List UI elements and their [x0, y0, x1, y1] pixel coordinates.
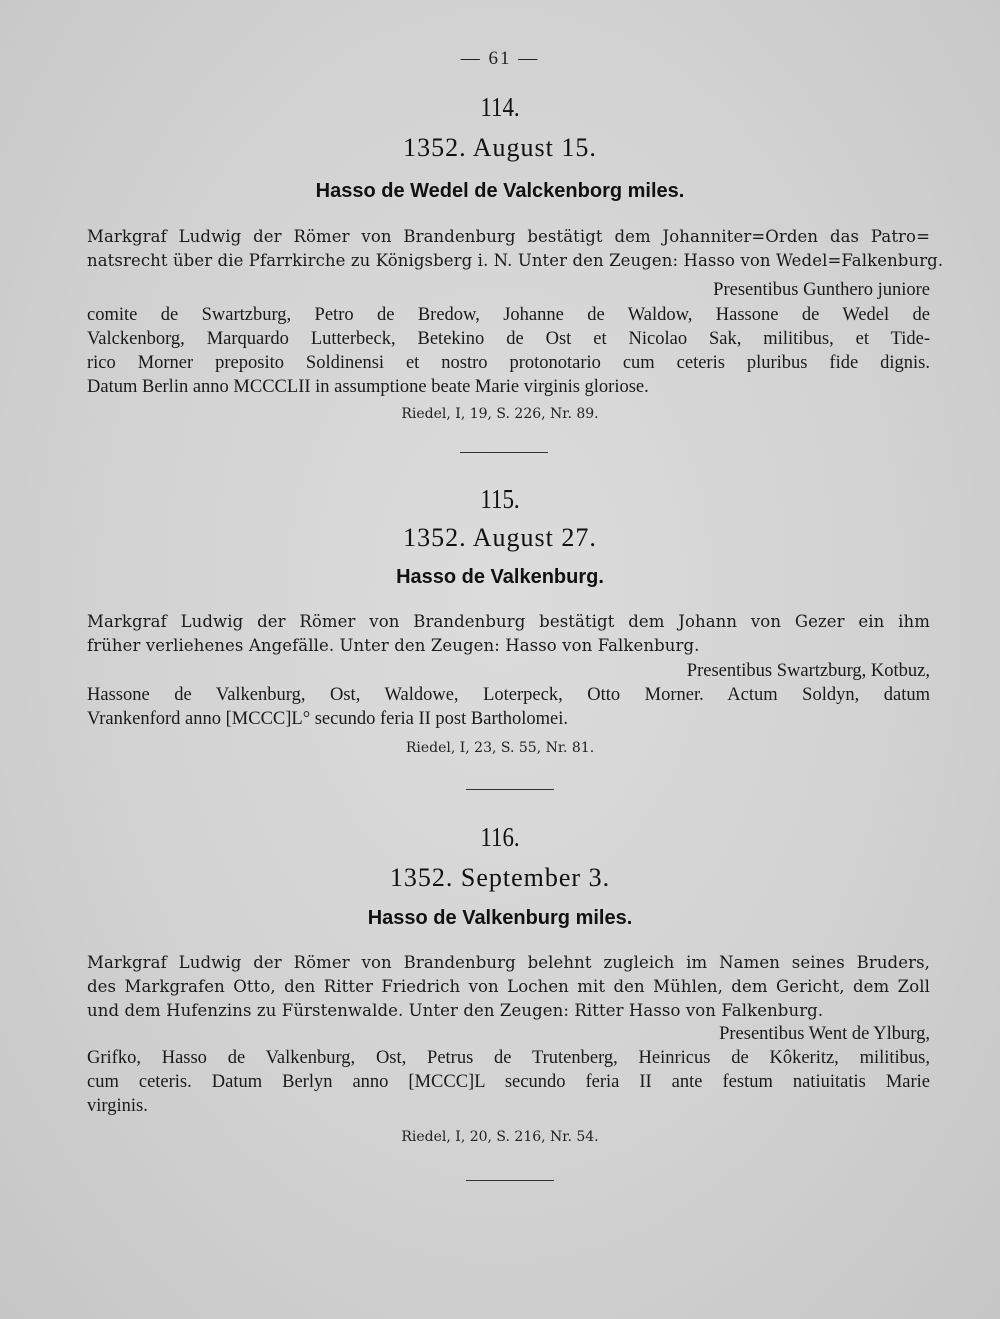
latin-text-line: Presentibus Gunthero juniore	[713, 280, 930, 300]
page-number: — 61 —	[460, 48, 540, 69]
section-divider	[466, 1180, 554, 1181]
latin-text-line: virginis.	[87, 1096, 148, 1116]
latin-text-line: Presentibus Went de Ylburg,	[719, 1024, 930, 1044]
summary-line: früher verliehenes Angefälle. Unter den Zeugen: Hasso von Falkenburg.	[87, 636, 700, 655]
latin-text-line: comite de Swartzburg, Petro de Bredow, Johanne de Waldow, Hassone de Wedel de	[87, 305, 930, 325]
document-heading: Hasso de Valkenburg.	[396, 566, 604, 588]
document-date: 1352. August 27.	[403, 523, 597, 552]
summary-line: natsrecht über die Pfarrkirche zu Königsberg i. N. Unter den Zeugen: Hasso von Wedel=Falkenburg.	[87, 251, 944, 270]
latin-text-line: Hassone de Valkenburg, Ost, Waldowe, Loterpeck, Otto Morner. Actum Soldyn, datum	[87, 685, 930, 705]
source-reference: Riedel, I, 23, S. 55, Nr. 81.	[405, 740, 595, 756]
document-heading: Hasso de Wedel de Valckenborg miles.	[315, 180, 685, 202]
document-number: 116.	[480, 822, 520, 852]
latin-text-line: Valckenborg, Marquardo Lutterbeck, Betekino de Ost et Nicolao Sak, militibus, et Tide-	[87, 329, 930, 349]
summary-line: und dem Hufenzins zu Fürstenwalde. Unter den Zeugen: Ritter Hasso von Falkenburg.	[87, 1001, 824, 1020]
section-divider	[460, 452, 548, 453]
summary-line: Markgraf Ludwig der Römer von Brandenburg bestätigt dem Johann von Gezer ein ihm	[87, 612, 930, 631]
document-date: 1352. September 3.	[389, 863, 611, 892]
summary-line: Markgraf Ludwig der Römer von Brandenburg bestätigt dem Johanniter=Orden das Patro=	[87, 227, 930, 246]
summary-line: Markgraf Ludwig der Römer von Brandenburg belehnt zugleich im Namen seines Bruders,	[87, 953, 930, 972]
document-number: 114.	[480, 92, 520, 122]
summary-line: des Markgrafen Otto, den Ritter Friedrich von Lochen mit den Mühlen, dem Gericht, dem Zoll	[87, 977, 930, 996]
latin-text-line: Vrankenford anno [MCCC]L° secundo feria II post Bartholomei.	[87, 709, 568, 729]
document-number: 115.	[480, 484, 520, 514]
latin-text-line: Presentibus Swartzburg, Kotbuz,	[686, 661, 930, 681]
latin-text-line: rico Morner preposito Soldinensi et nostro protonotario cum ceteris pluribus fide dignis.	[87, 353, 930, 373]
latin-text-line: Grifko, Hasso de Valkenburg, Ost, Petrus de Trutenberg, Heinricus de Kôkeritz, militibus,	[87, 1048, 930, 1068]
section-divider	[466, 789, 554, 790]
source-reference: Riedel, I, 19, S. 226, Nr. 89.	[401, 406, 599, 422]
document-date: 1352. August 15.	[403, 133, 597, 162]
document-heading: Hasso de Valkenburg miles.	[367, 907, 633, 929]
latin-text-line: cum ceteris. Datum Berlyn anno [MCCC]L secundo feria II ante festum natiuitatis Marie	[87, 1072, 930, 1092]
latin-text-line: Datum Berlin anno MCCCLII in assumptione beate Marie virginis gloriose.	[87, 377, 649, 397]
source-reference: Riedel, I, 20, S. 216, Nr. 54.	[401, 1129, 599, 1145]
